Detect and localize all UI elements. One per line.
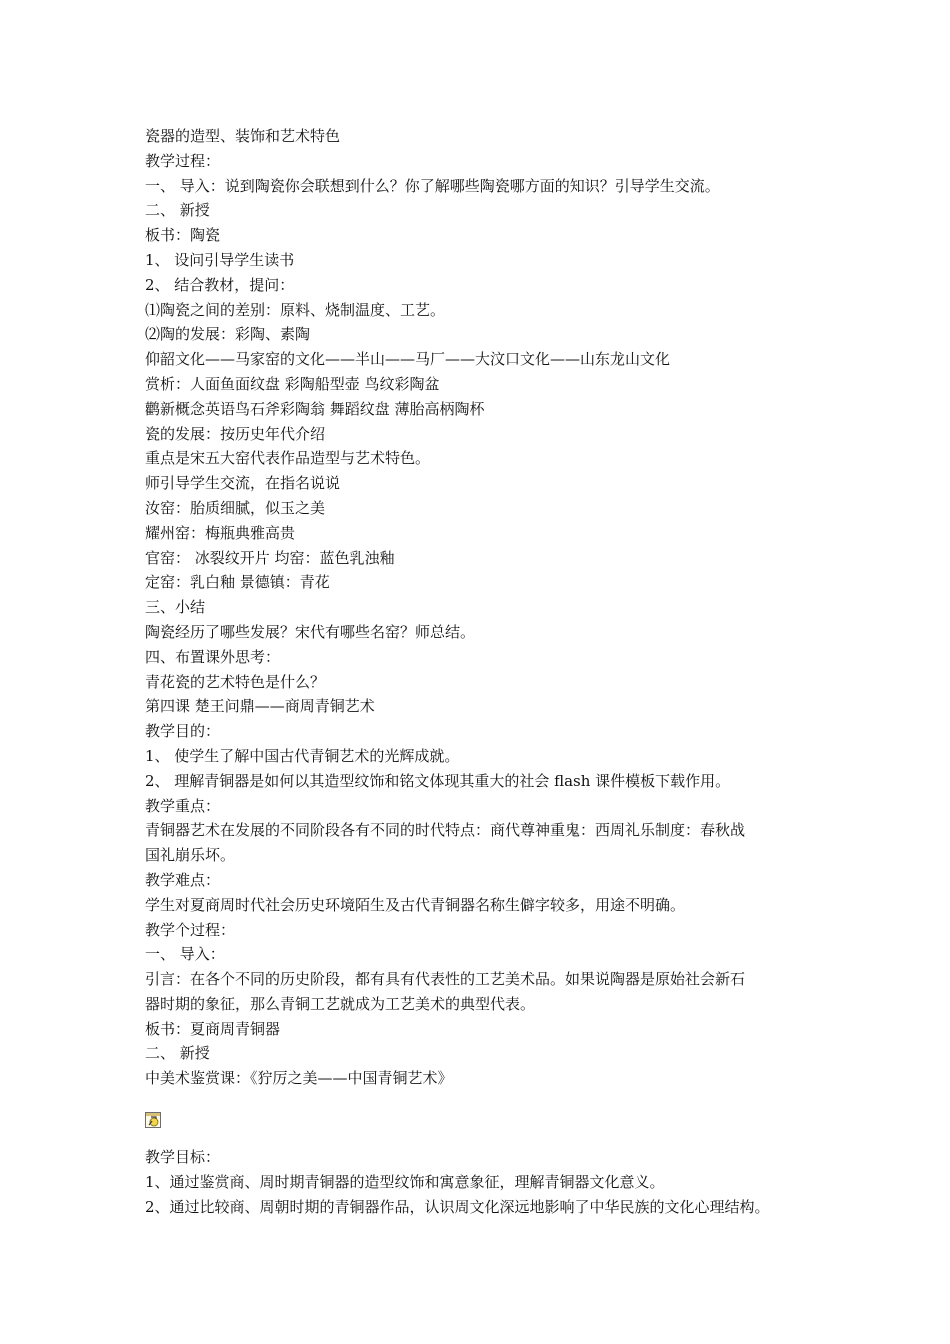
text-line: 四、布置课外思考： bbox=[145, 647, 281, 666]
text-line: 重点是宋五大窑代表作品造型与艺术特色。 bbox=[145, 449, 431, 468]
text-line: 中美术鉴赏课：《狞厉之美——中国青铜艺术》 bbox=[145, 1069, 453, 1088]
text-line: 器时期的象征，那么青铜工艺就成为工艺美术的典型代表。 bbox=[145, 994, 536, 1013]
text-line: 赏析：人面鱼面纹盘 彩陶船型壶 鸟纹彩陶盆 bbox=[145, 374, 440, 393]
text-line: 耀州窑：梅瓶典雅高贵 bbox=[145, 523, 296, 542]
text-line: 教学目标： bbox=[145, 1148, 221, 1166]
text-line: 学生对夏商周时代社会历史环境陌生及古代青铜器名称生僻字较多，用途不明确。 bbox=[145, 895, 686, 914]
text-line: 二、 新授 bbox=[145, 201, 210, 220]
text-line: 教学目的： bbox=[145, 722, 221, 741]
text-line: 国礼崩乐坏。 bbox=[145, 846, 236, 865]
document-body bbox=[145, 124, 835, 1091]
text-line: ⑵陶的发展：彩陶、素陶 bbox=[145, 325, 311, 344]
text-line: 三、小结 bbox=[145, 598, 206, 617]
text-line: 教学难点： bbox=[145, 870, 221, 889]
text-line: 第四课 楚王问鼎——商周青铜艺术 bbox=[145, 697, 375, 716]
text-line: 教学个过程： bbox=[145, 920, 236, 939]
text-line: 板书：陶瓷 bbox=[145, 226, 221, 245]
text-line: 陶瓷经历了哪些发展？宋代有哪些名窑？师总结。 bbox=[145, 622, 476, 641]
text-line: 仰韶文化——马家窑的文化——半山——马厂——大汶口文化——山东龙山文化 bbox=[145, 350, 671, 369]
text-line: 汝窑：胎质细腻，似玉之美 bbox=[145, 498, 326, 517]
embedded-object-icon bbox=[145, 1112, 161, 1128]
text-line: 1、 使学生了解中国古代青铜艺术的光辉成就。 bbox=[145, 746, 460, 765]
text-line: 2、 结合教材，提问： bbox=[145, 275, 295, 294]
text-line: 定窑：乳白釉 景德镇：青花 bbox=[145, 573, 330, 592]
text-line: 青花瓷的艺术特色是什么？ bbox=[145, 672, 326, 691]
text-line: 教学过程： bbox=[145, 151, 221, 170]
text-line: 一、 导入：说到陶瓷你会联想到什么？你了解哪些陶瓷哪方面的知识？引导学生交流。 bbox=[145, 176, 720, 195]
text-line: 板书：夏商周青铜器 bbox=[145, 1019, 281, 1038]
text-line: 二、 新授 bbox=[145, 1044, 210, 1063]
text-line: 青铜器艺术在发展的不同阶段各有不同的时代特点：商代尊神重鬼：西周礼乐制度：春秋战 bbox=[145, 821, 746, 840]
embedded-object[interactable] bbox=[145, 1112, 161, 1128]
text-line: 鹳新概念英语鸟石斧彩陶翁 舞蹈纹盘 薄胎高柄陶杯 bbox=[145, 399, 485, 418]
text-line: 一、 导入： bbox=[145, 945, 225, 964]
text-line: 官窑： 冰裂纹开片 均窑：蓝色乳浊釉 bbox=[145, 548, 395, 567]
text-line: 瓷的发展：按历史年代介绍 bbox=[145, 424, 326, 443]
text-line: 瓷器的造型、装饰和艺术特色 bbox=[145, 127, 341, 145]
text-line: 教学重点： bbox=[145, 796, 221, 815]
text-line: ⑴陶瓷之间的差别：原料、烧制温度、工艺。 bbox=[145, 300, 446, 319]
text-line: 1、 设问引导学生读书 bbox=[145, 250, 295, 269]
text-line: 1、通过鉴赏商、周时期青铜器的造型纹饰和寓意象征，理解青铜器文化意义。 bbox=[145, 1172, 665, 1191]
text-line: 引言：在各个不同的历史阶段，都有具有代表性的工艺美术品。如果说陶器是原始社会新石 bbox=[145, 970, 746, 989]
text-line: 师引导学生交流，在指名说说 bbox=[145, 474, 341, 493]
text-line: 2、通过比较商、周朝时期的青铜器作品，认识周文化深远地影响了中华民族的文化心理结构。 bbox=[145, 1197, 770, 1216]
text-line: 2、 理解青铜器是如何以其造型纹饰和铭文体现其重大的社会 flash 课件模板下载作用。 bbox=[145, 771, 731, 790]
document-body-continued bbox=[145, 1145, 835, 1219]
